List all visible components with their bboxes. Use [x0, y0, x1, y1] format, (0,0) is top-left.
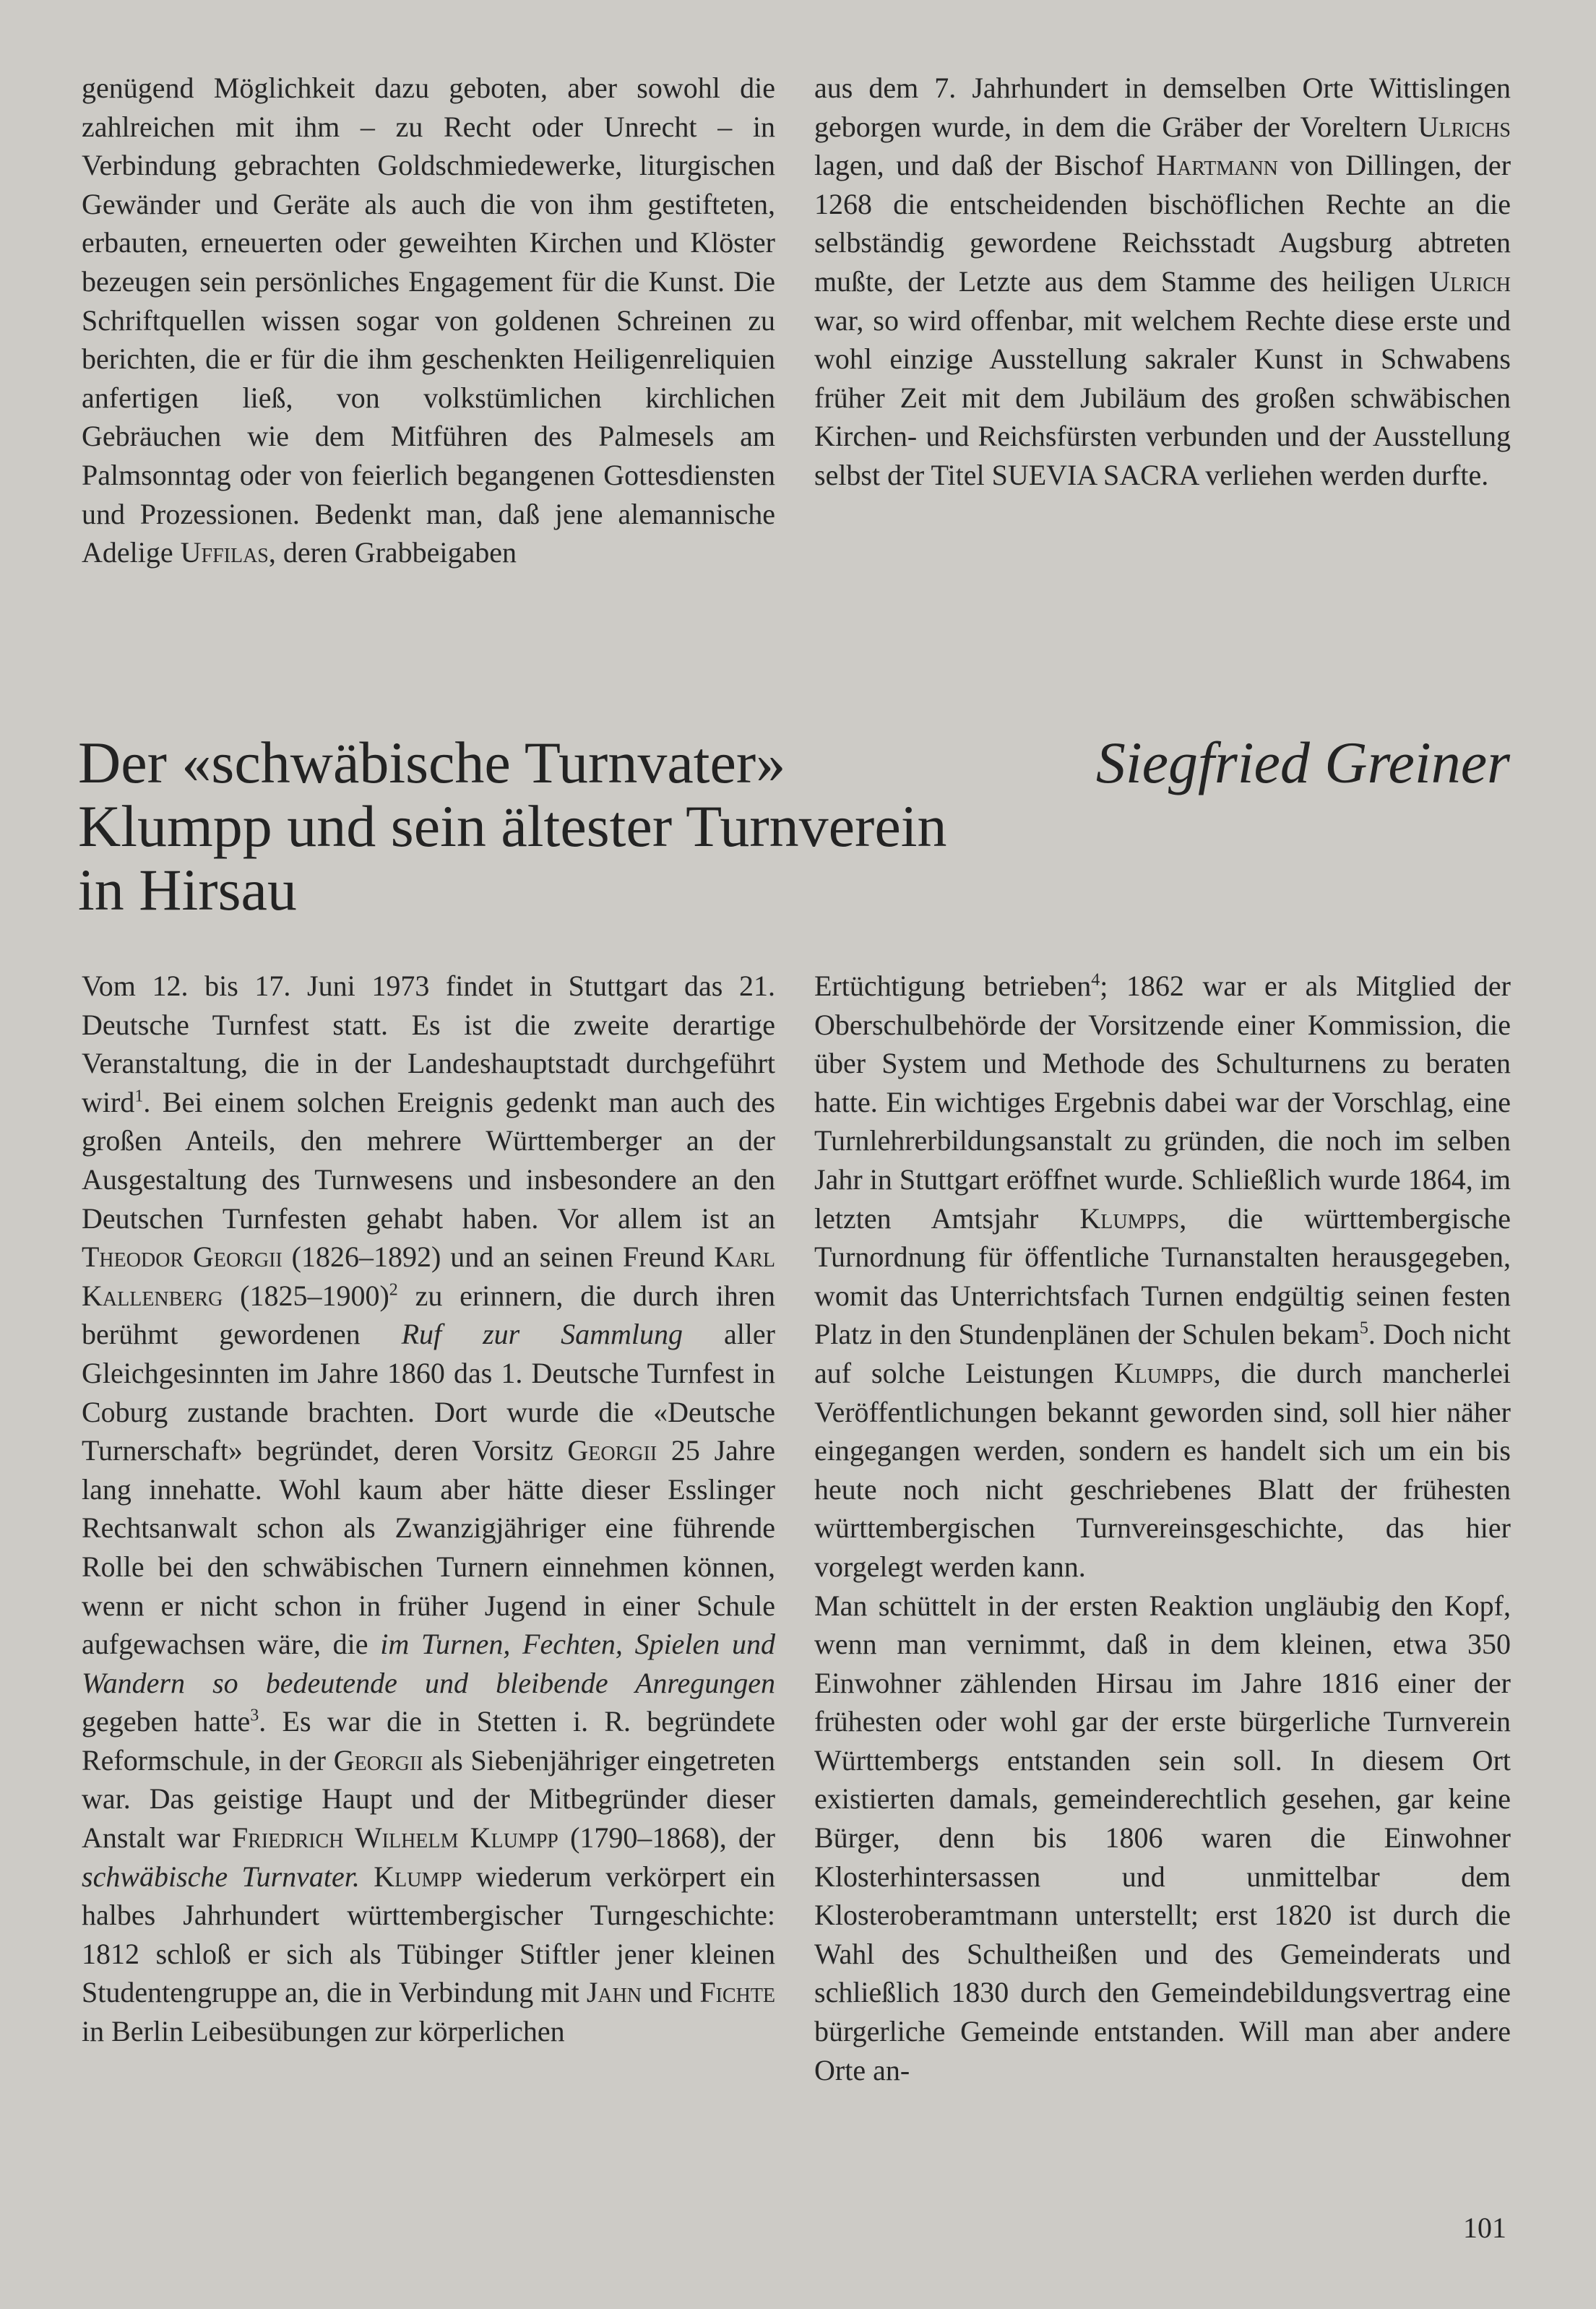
person-name: Theodor Georgii [82, 1240, 282, 1274]
person-name: Uffilas [180, 536, 269, 569]
person-name: Friedrich Wilhelm Klumpp [231, 1821, 558, 1855]
footnote-ref: 3 [250, 1706, 259, 1725]
article-left-column [82, 967, 775, 2051]
person-name: Ulrichs [1418, 110, 1511, 143]
emphasis: schwäbische Turnvater. [82, 1860, 360, 1893]
footnote-ref: 1 [134, 1087, 144, 1106]
emphasis: Ruf zur Sammlung [401, 1318, 683, 1351]
person-name: Georgii [567, 1434, 657, 1467]
title-line: Der «schwäbische Turnvater» [78, 730, 786, 795]
paragraph: Man schüttelt in der ersten Reaktion ungläubig den Kopf, wenn man vernimmt, daß in dem kleinen, etwa 350 Einwohner zählenden Hirsau im Jahre 1816 einer der frühesten oder wohl gar der erste bürgerliche Turnverein Württembergs entstanden sein soll. In diesem Ort existierten damals, gemeinderechtlich gesehen, gar keine Bürger, denn bis 1806 waren die Einwohner Klosterhintersassen und unmittelbar dem Klosteroberamtmann unterstellt; erst 1820 ist durch die Wahl des Schultheißen und des Gemeinderats und schließlich 1830 durch den Gemeindebildungsvertrag eine bürgerliche Gemeinde entstanden. Will man aber andere Orte an- [814, 1589, 1511, 2086]
person-name: Klumpps [1113, 1356, 1214, 1389]
footnote-ref: 2 [389, 1280, 398, 1300]
person-name: Karl Kallenberg [82, 1240, 775, 1312]
person-name: Georgii [333, 1743, 423, 1777]
title-line: Klumpp und sein ältester Turnverein [78, 793, 947, 859]
article-right-column [814, 967, 1511, 2089]
previous-article-left-column [82, 69, 775, 572]
person-name: Jahn [586, 1976, 642, 2009]
person-name: Klumpps [1079, 1201, 1180, 1235]
footnote-ref: 4 [1091, 970, 1100, 990]
article-title [78, 731, 1118, 922]
title-line: in Hirsau [78, 857, 297, 923]
person-name: Hartmann [1156, 149, 1278, 182]
person-name: Klumpp [374, 1860, 462, 1893]
emphasis: im Turnen, Fechten, Spielen und Wandern so bedeutende und bleibende Anregungen [82, 1628, 776, 1699]
page-number: 101 [1463, 2211, 1506, 2244]
footnote-ref: 5 [1359, 1319, 1368, 1339]
previous-article-right-column [814, 69, 1511, 495]
paragraph: Ertüchtigung betrieben$^4$; 1862 war er als Mitglied der Oberschulbehörde der Vorsitzende einer Kommission, die über System und Methode des Schulturnens zu beraten hatte. Ein wichtiges Ergebnis dabei war der Vorschlag, eine Turnlehrerbildungsanstalt zu gründen, die noch im selben Jahr in Stuttgart eröffnet wurde. Schließlich wurde 1864, im letzten Amtsjahr Klumpps, die württembergische Turnordnung für öffentliche Turnanstalten herausgegeben, womit das Unterrichtsfach Turnen endgültig seinen festen Platz in den Stundenplänen der Schulen bekam$^5$. Doch nicht auf solche Leistungen Klumpps, die durch mancherlei Veröffentlichungen bekannt geworden sind, soll hier näher eingegangen werden, sondern es handelt sich um ein bis heute noch nicht geschriebenes Blatt der frühesten württembergischen Turnvereinsgeschichte, das hier vorgelegt werden kann. [814, 970, 1511, 1583]
person-name: Fichte [699, 1976, 776, 2009]
person-name: Ulrich [1429, 264, 1511, 298]
paragraph: Vom 12. bis 17. Juni 1973 findet in Stuttgart das 21. Deutsche Turnfest statt. Es ist die zweite derartige Veranstaltung, die in der Landeshauptstadt durchgeführt wird$^1$. Bei einem solchen Ereignis gedenkt man auch des großen Anteils, den mehrere Württemberger an der Ausgestaltung des Turnwesens und insbesondere an den Deutschen Turnfesten gehabt haben. Vor allem ist an Theodor Georgii (1826–1892) und an seinen Freund Karl Kallenberg (1825–1900)$^2$ zu erinnern, die durch ihren berühmt gewordenen Ruf zur Sammlung aller Gleichgesinnten im Jahre 1860 das 1. Deutsche Turnfest in Coburg zustande brachten. Dort wurde die «Deutsche Turnerschaft» begründet, deren Vorsitz Georgii 25 Jahre lang innehatte. Wohl kaum aber hätte dieser Esslinger Rechtsanwalt schon als Zwanzigjähriger eine führende Rolle bei den schwäbischen Turnern einnehmen können, wenn er nicht schon in früher Jugend in einer Schule aufgewachsen wäre, die im Turnen, Fechten, Spielen und Wandern so bedeutende und bleibende Anregungen gegeben hatte$^3$. Es war die in Stetten i. R. begründete Reformschule, in der Georgii als Siebenjähriger eingetreten war. Das geistige Haupt und der Mitbegründer dieser Anstalt war Friedrich Wilhelm Klumpp (1790–1868), der schwäbische Turnvater. Klumpp wiederum verkörpert ein halbes Jahrhundert württembergischer Turngeschichte: 1812 schloß er sich als Tübinger Stiftler jener kleinen Studentengruppe an, die in Verbindung mit Jahn und Fichte in Berlin Leibesübungen zur körperlichen [82, 970, 776, 2048]
paragraph: genügend Möglichkeit dazu geboten, aber sowohl die zahlreichen mit ihm – zu Recht oder Unrecht – in Verbindung gebrachten Goldschmiedewerke, liturgischen Gewänder und Geräte als auch die von ihm gestifteten, erbauten, erneuerten oder geweihten Kirchen und Klöster bezeugen sein persönliches Engagement für die Kunst. Die Schriftquellen wissen sogar von goldenen Schreinen zu berichten, die er für die ihm geschenkten Heiligenreliquien anfertigen ließ, von volkstümlichen kirchlichen Gebräuchen wie dem Mitführen des Palmesels am Palmsonntag oder von feierlich begangenen Gottesdiensten und Prozessionen. Bedenkt man, daß jene alemannische Adelige Uffilas, deren Grabbeigaben [82, 72, 775, 569]
article-author: Siegfried Greiner [1095, 730, 1510, 795]
paragraph: aus dem 7. Jahrhundert in demselben Orte Wittislingen geborgen wurde, in dem die Gräber der Voreltern Ulrichs lagen, und daß der Bischof Hartmann von Dillingen, der 1268 die entscheidenden bischöflichen Rechte an die selbständig gewordene Reichsstadt Augsburg abtreten mußte, der Letzte aus dem Stamme des heiligen Ulrich war, so wird offenbar, mit welchem Rechte diese erste und wohl einzige Ausstellung sakraler Kunst in Schwabens früher Zeit mit dem Jubiläum des großen schwäbischen Kirchen- und Reichsfürsten verbunden und der Ausstellung selbst der Titel SUEVIA SACRA verliehen werden durfte. [814, 72, 1511, 491]
